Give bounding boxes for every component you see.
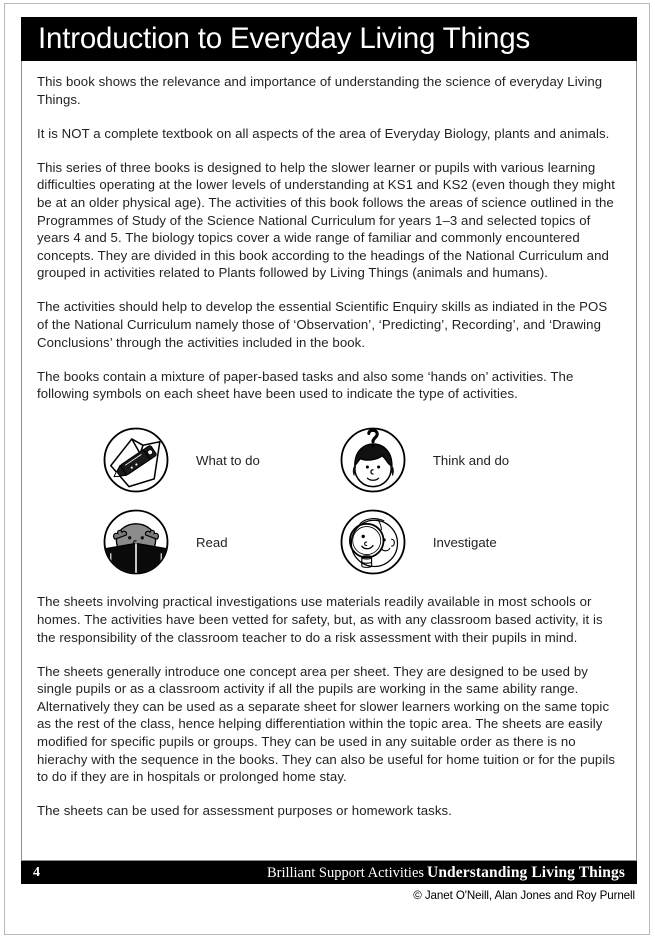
symbol-legend — [37, 419, 622, 583]
magnifying-glass-face-icon — [338, 507, 408, 577]
thinking-face-question-mark-icon — [338, 425, 408, 495]
copyright-row — [21, 886, 637, 904]
intro-paragraph-1: This book shows the relevance and importance of understanding the science of everyday Living Things. — [37, 74, 603, 107]
footer-series-title — [267, 865, 625, 881]
symbol-item-investigate — [330, 507, 622, 577]
outro-paragraph-1: The sheets involving practical investigations use materials readily available in most schools or homes. The activities have been vetted for safety, but, as with any classroom based activity, it is the responsibility of the classroom teacher to do a risk assessment with their pupils in mind. — [37, 594, 603, 645]
symbol-legend-row-1 — [37, 419, 622, 501]
outro-paragraph-3: The sheets can be used for assessment purposes or homework tasks. — [37, 803, 452, 819]
footer-book-title: Understanding Living Things — [427, 863, 625, 881]
outro-paragraph-2: The sheets generally introduce one concept area per sheet. They are designed to be used by single pupils or as a classroom activity if all the pupils are working in the same ability range. Alternatively they can be used as a separate sheet for slower learners working on the same topic as the rest of the class, hence helping differentiation within the topic area. The sheets are easily modified for specific pupils or groups. They can be used in any suitable order as there is no hierachy with the sequence in the books. They can also be useful for home tuition or for the pupils to do if they are in hospitals or prolonged home stay. — [37, 663, 616, 785]
page-number: 4 — [33, 864, 40, 880]
symbol-label-investigate: Investigate — [432, 534, 497, 550]
symbol-item-think-and-do — [330, 425, 622, 495]
intro-paragraph-3: This series of three books is designed to help the slower learner or pupils with various learning difficulties operating at the lower levels of understanding at KS1 and KS2 (even though they might be at an older physical age). The activities of this book follows the areas of science outlined in the Programmes of Study of the Science National Curriculum for years 1–3 and selected topics of years 4 and 5. The biology topics cover a wide range of familiar and commonly encountered concepts. They are divided in this book according to the headings of the National Curriculum and grouped in activities related to Plants followed by Living Things (animals and humans). — [37, 159, 615, 281]
symbol-legend-row-2 — [37, 501, 622, 583]
content-body — [21, 61, 637, 861]
pencil-and-paper-icon — [101, 425, 171, 495]
page-title-bar — [21, 17, 637, 61]
worksheet-sheet — [7, 6, 646, 931]
copyright-text: © Janet O'Neill, Alan Jones and Roy Purnell — [413, 889, 635, 902]
intro-paragraph-4: The activities should help to develop the essential Scientific Enquiry skills as indiated in the POS of the National Curriculum namely those of ‘Observation’, ‘Predicting’, Recording’, and ‘Drawing Conclusions’ through the activities included in the book. — [37, 299, 608, 350]
symbol-item-read — [37, 507, 330, 577]
intro-paragraph-5: The books contain a mixture of paper-based tasks and also some ‘hands on’ activities. The following symbols on each sheet have been used to indicate the type of activities. — [37, 368, 574, 402]
symbol-label-what-to-do: What to do — [196, 452, 260, 468]
child-reading-book-icon — [101, 507, 171, 577]
symbol-label-read: Read — [196, 534, 228, 550]
footer-series-name: Brilliant Support Activities — [266, 864, 425, 881]
symbol-item-what-to-do — [37, 425, 330, 495]
intro-paragraph-2: It is NOT a complete textbook on all aspects of the area of Everyday Biology, plants and animals. — [37, 125, 610, 141]
footer-bar — [21, 861, 637, 884]
symbol-label-think-and-do: Think and do — [432, 452, 510, 468]
page-title: Introduction to Everyday Living Things — [38, 22, 530, 56]
